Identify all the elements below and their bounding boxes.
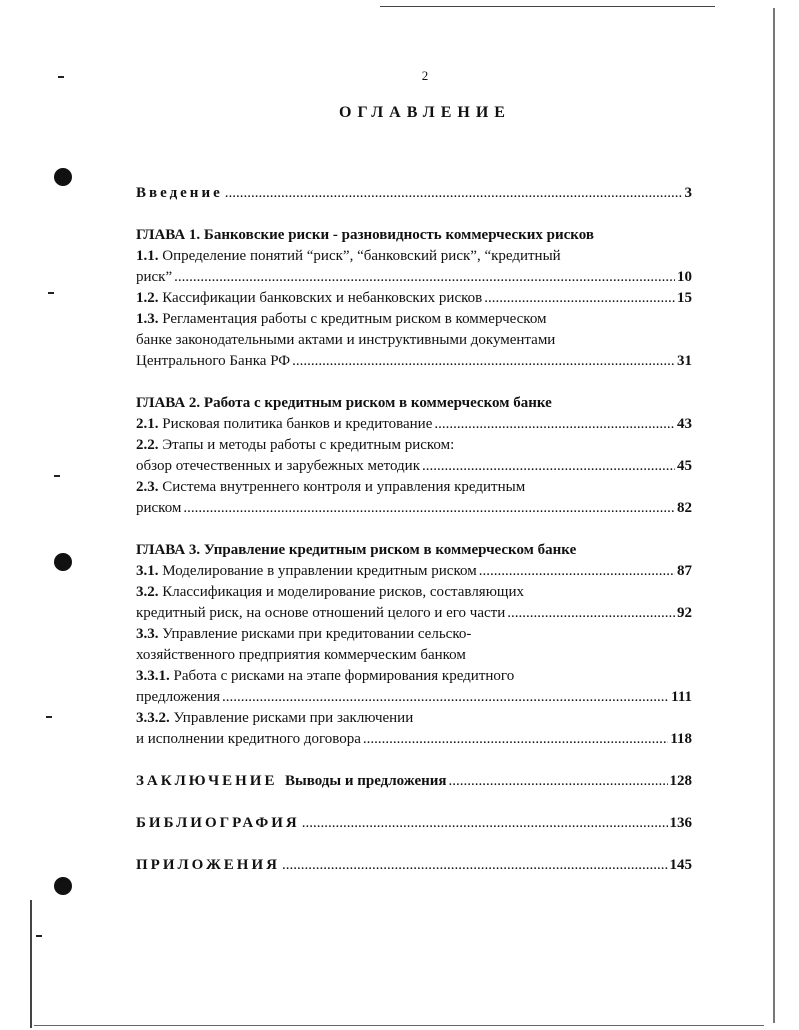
toc-page: 87 bbox=[677, 563, 692, 579]
toc-page: 136 bbox=[669, 815, 692, 831]
scan-mark bbox=[48, 292, 54, 294]
scan-mark bbox=[46, 716, 52, 718]
toc-entry-2-3 bbox=[136, 477, 692, 498]
toc-entry-bibliography bbox=[136, 813, 692, 834]
toc-page: 45 bbox=[677, 458, 692, 474]
leader-dots bbox=[479, 561, 675, 582]
toc-entry-text: Управление рисками при заключении bbox=[173, 710, 414, 726]
table-of-contents bbox=[136, 183, 692, 876]
toc-entry-1-2 bbox=[136, 288, 692, 309]
toc-page: 10 bbox=[677, 269, 692, 285]
toc-entry-text: Этапы и методы работы с кредитным риском: bbox=[162, 437, 455, 453]
leader-dots bbox=[225, 183, 683, 204]
toc-entry-2-3-cont bbox=[136, 498, 692, 519]
toc-entry-text: Центрального Банка РФ bbox=[136, 353, 291, 369]
toc-number: 1.1. bbox=[136, 248, 159, 264]
scan-edge-top bbox=[380, 6, 715, 7]
toc-number: 1.3. bbox=[136, 311, 159, 327]
toc-page: 118 bbox=[670, 731, 692, 747]
toc-entry-2-1 bbox=[136, 414, 692, 435]
scan-edge-bottom bbox=[34, 1025, 764, 1026]
toc-entry-1-1 bbox=[136, 246, 692, 267]
toc-entry-text: Рисковая политика банков и кредитование bbox=[162, 416, 433, 432]
toc-entry-text: Регламентация работы с кредитным риском в коммерческом bbox=[162, 311, 547, 327]
toc-page: 43 bbox=[677, 416, 692, 432]
toc-entry-text: предложения bbox=[136, 689, 221, 705]
leader-dots bbox=[292, 351, 675, 372]
toc-entry-3-3-1 bbox=[136, 666, 692, 687]
toc-entry-text: Работа с рисками на этапе формирования кредитного bbox=[173, 668, 515, 684]
scan-edge-right bbox=[773, 8, 775, 1023]
leader-dots bbox=[363, 729, 668, 750]
toc-page: 15 bbox=[677, 290, 692, 306]
page-number: 2 bbox=[421, 68, 429, 83]
leader-dots bbox=[449, 771, 668, 792]
toc-number: 3.3. bbox=[136, 626, 159, 642]
leader-dots bbox=[282, 855, 668, 876]
toc-entry-text: банке законодательными актами и инструктивными документами bbox=[136, 332, 556, 348]
toc-entry-text: риском bbox=[136, 500, 182, 516]
toc-entry-label: БИБЛИОГРАФИЯ bbox=[136, 815, 300, 831]
punch-hole bbox=[54, 168, 72, 186]
toc-entry-text: Определение понятий “риск”, “банковский риск”, “кредитный bbox=[162, 248, 561, 264]
page-title: ОГЛАВЛЕНИЕ bbox=[339, 104, 511, 121]
leader-dots bbox=[183, 498, 675, 519]
scan-mark bbox=[36, 935, 42, 937]
toc-entry-appendix bbox=[136, 855, 692, 876]
toc-page: 128 bbox=[669, 773, 692, 789]
toc-number: 1.2. bbox=[136, 290, 159, 306]
toc-entry-1-1-cont bbox=[136, 267, 692, 288]
punch-hole bbox=[54, 553, 72, 571]
toc-entry-3-3-2-cont bbox=[136, 729, 692, 750]
toc-entry-text: Управление рисками при кредитовании сельско- bbox=[162, 626, 472, 642]
chapter-2-heading: ГЛАВА 2. Работа с кредитным риском в коммерческом банке bbox=[136, 395, 552, 411]
leader-dots bbox=[174, 267, 675, 288]
toc-number: 2.2. bbox=[136, 437, 159, 453]
toc-number: 3.2. bbox=[136, 584, 159, 600]
leader-dots bbox=[302, 813, 668, 834]
toc-number: 2.1. bbox=[136, 416, 159, 432]
toc-entry-text: Выводы и предложения bbox=[284, 773, 447, 789]
toc-entry-text: риск” bbox=[136, 269, 173, 285]
chapter-3-heading: ГЛАВА 3. Управление кредитным риском в коммерческом банке bbox=[136, 542, 577, 558]
toc-page: 3 bbox=[684, 185, 692, 201]
toc-entry-3-3 bbox=[136, 624, 692, 645]
toc-entry-text: Система внутреннего контроля и управления кредитным bbox=[162, 479, 526, 495]
scan-mark bbox=[54, 475, 60, 477]
toc-number: 3.3.1. bbox=[136, 668, 170, 684]
toc-page: 92 bbox=[677, 605, 692, 621]
toc-entry-text: Кассификации банковских и небанковских рисков bbox=[162, 290, 483, 306]
toc-entry-label: ПРИЛОЖЕНИЯ bbox=[136, 857, 280, 873]
toc-entry-3-3-1-cont bbox=[136, 687, 692, 708]
toc-entry-2-2-cont bbox=[136, 456, 692, 477]
leader-dots bbox=[434, 414, 675, 435]
leader-dots bbox=[222, 687, 669, 708]
toc-page: 31 bbox=[677, 353, 692, 369]
toc-number: 2.3. bbox=[136, 479, 159, 495]
punch-hole bbox=[54, 877, 72, 895]
toc-entry-3-3-2 bbox=[136, 708, 692, 729]
leader-dots bbox=[507, 603, 675, 624]
toc-entry-1-3 bbox=[136, 309, 692, 330]
toc-entry-label: Введение bbox=[136, 185, 223, 201]
toc-entry-conclusion bbox=[136, 771, 692, 792]
toc-entry-1-3-cont bbox=[136, 351, 692, 372]
scan-edge-left bbox=[30, 900, 32, 1028]
leader-dots bbox=[484, 288, 675, 309]
toc-page: 82 bbox=[677, 500, 692, 516]
toc-page: 145 bbox=[669, 857, 692, 873]
toc-entry-text: и исполнении кредитного договора bbox=[136, 731, 361, 747]
toc-entry-text: Моделирование в управлении кредитным риском bbox=[162, 563, 477, 579]
toc-entry-text: хозяйственного предприятия коммерческим банком bbox=[136, 647, 466, 663]
toc-entry-2-2 bbox=[136, 435, 692, 456]
toc-entry-text: обзор отечественных и зарубежных методик bbox=[136, 458, 420, 474]
toc-entry-label: ЗАКЛЮЧЕНИЕ bbox=[136, 773, 278, 789]
toc-entry-intro bbox=[136, 183, 692, 204]
toc-page: 111 bbox=[671, 689, 692, 705]
toc-entry-text: Классификация и моделирование рисков, составляющих bbox=[162, 584, 524, 600]
toc-entry-3-2 bbox=[136, 582, 692, 603]
toc-number: 3.3.2. bbox=[136, 710, 170, 726]
toc-entry-3-2-cont bbox=[136, 603, 692, 624]
leader-dots bbox=[422, 456, 675, 477]
toc-entry-text: кредитный риск, на основе отношений целого и его части bbox=[136, 605, 506, 621]
chapter-1-heading: ГЛАВА 1. Банковские риски - разновидность коммерческих рисков bbox=[136, 227, 594, 243]
toc-number: 3.1. bbox=[136, 563, 159, 579]
toc-entry-3-1 bbox=[136, 561, 692, 582]
